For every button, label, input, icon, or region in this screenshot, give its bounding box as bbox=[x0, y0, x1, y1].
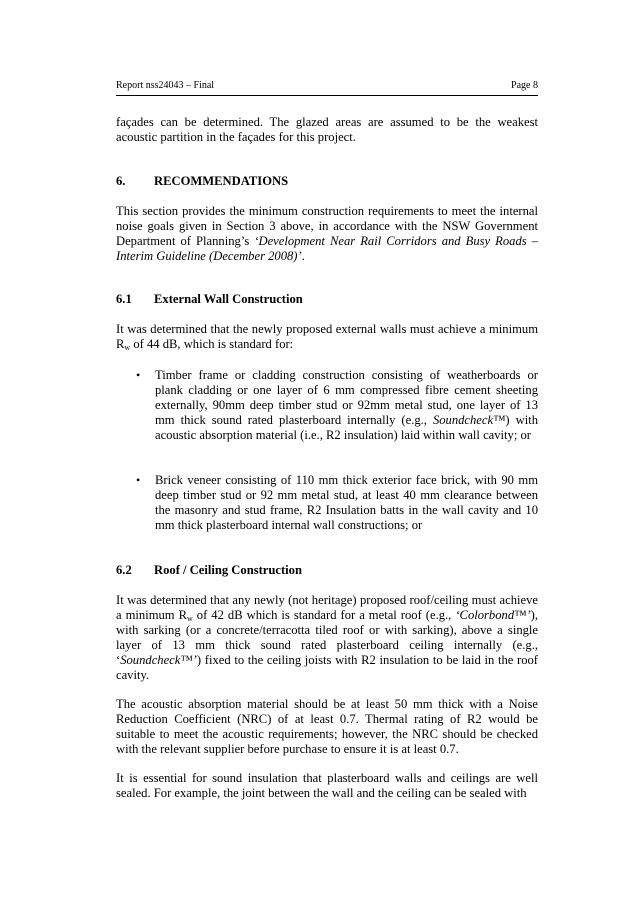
section-number: 6. bbox=[116, 174, 126, 188]
text-run: It was determined that the newly proposed external walls must achieve a minimum R bbox=[116, 322, 538, 351]
section-title: External Wall Construction bbox=[154, 292, 303, 306]
text-run: Timber frame or cladding construction consisting of weatherboards or plank cladding or one layer of 6 mm compressed fibre cement sheeting externally, 90mm deep timber stud or 92mm metal stud, one layer of 13 mm thick sound rated plasterboard internally (e.g., bbox=[155, 368, 538, 427]
section-6-2-paragraph-2: The acoustic absorption material should be at least 50 mm thick with a Noise Reduction Coefficient (NRC) of at least 0.7. Thermal rating of R2 would be suitable to meet the acoustic requirements; however, the NRC should be checked with the relevant supplier before purchase to ensure it is at least 0.7. bbox=[116, 697, 538, 756]
header-divider bbox=[116, 95, 538, 96]
section-6-paragraph bbox=[116, 204, 538, 264]
product-name: ‘Colorbond™’ bbox=[455, 608, 531, 622]
text-run: ) fixed to the ceiling joists with R2 insulation to be laid in the roof cavity. bbox=[116, 653, 538, 682]
intro-paragraph: façades can be determined. The glazed areas are assumed to be the weakest acoustic partition in the façades for this project. bbox=[116, 115, 538, 144]
bullet-icon: • bbox=[136, 368, 141, 382]
text-run: It was determined that any newly (not heritage) proposed roof/ceiling must achieve a minimum R bbox=[116, 593, 538, 622]
section-title: Roof / Ceiling Construction bbox=[154, 563, 302, 577]
text-run: This section provides the minimum construction requirements to meet the internal noise goals given in Section 3 above, in accordance with the NSW Government Department of Planning’s bbox=[116, 204, 538, 248]
product-name: Soundcheck™’ bbox=[120, 653, 197, 667]
guideline-title: ‘Development Near Rail Corridors and Busy Roads – Interim Guideline (December 2008)’ bbox=[116, 234, 539, 263]
bullet-icon: • bbox=[136, 473, 141, 487]
section-6-2-heading bbox=[116, 563, 302, 578]
text-run: of 42 dB which is standard for a metal roof (e.g., bbox=[192, 608, 456, 622]
subscript: w bbox=[124, 343, 131, 352]
page-header bbox=[116, 80, 538, 92]
section-6-1-paragraph bbox=[116, 322, 538, 352]
text-run: ), with sarking (or a concrete/terracotta tiled roof or with sarking), above a single layer of 13 mm thick sound rated plasterboard ceiling internally (e.g., ‘ bbox=[116, 608, 538, 667]
section-6-heading bbox=[116, 174, 288, 189]
section-number: 6.2 bbox=[116, 563, 132, 577]
section-title: RECOMMENDATIONS bbox=[154, 174, 289, 188]
section-6-2-paragraph-1 bbox=[116, 593, 538, 683]
text-run: . bbox=[301, 249, 305, 263]
bullet-item-brick-veneer: Brick veneer consisting of 110 mm thick exterior face brick, with 90 mm deep timber stud or 92 mm metal stud, at least 40 mm clearance between the masonry and stud frame, R2 Insulation batts in the wall cavity and 10 mm thick plasterboard internal wall constructions; or bbox=[155, 473, 538, 532]
product-name: Soundcheck bbox=[432, 413, 494, 427]
text-run: of 44 dB, which is standard for: bbox=[130, 337, 294, 351]
subscript: w bbox=[187, 614, 193, 623]
section-6-2-paragraph-3: It is essential for sound insulation that plasterboard walls and ceilings are well sealed. For example, the joint between the wall and the ceiling can be sealed with bbox=[116, 771, 538, 800]
section-6-1-heading bbox=[116, 292, 303, 307]
text-run: ™) with acoustic absorption material (i.e., R2 insulation) laid within wall cavity; or bbox=[155, 413, 538, 442]
report-id: Report nss24043 – Final bbox=[116, 80, 215, 91]
bullet-item-timber-frame bbox=[155, 368, 538, 443]
section-number: 6.1 bbox=[116, 292, 132, 306]
page-number: Page 8 bbox=[511, 80, 538, 91]
